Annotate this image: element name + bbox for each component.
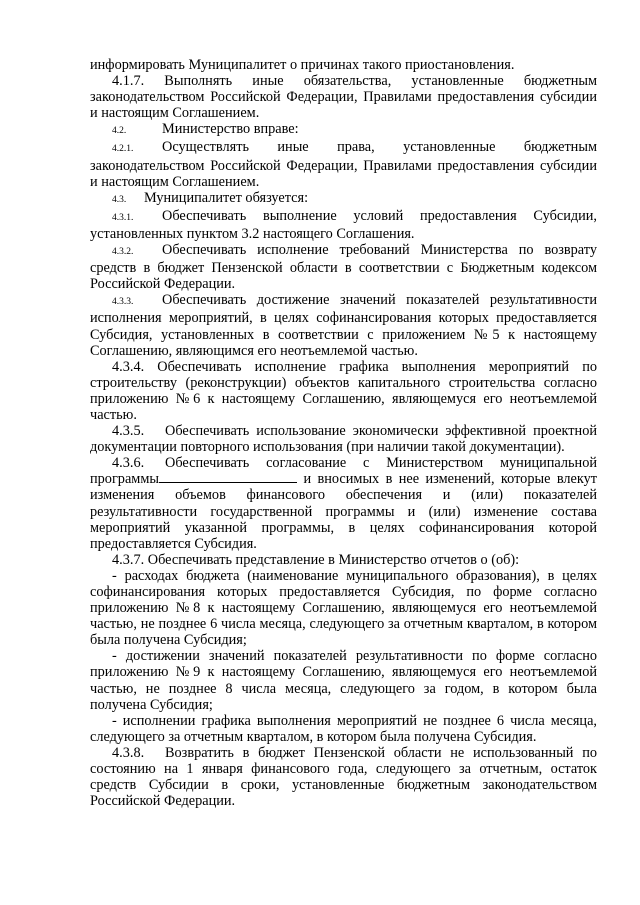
paragraph: 4.3.4. Обеспечивать исполнение графика выполнения мероприятий по строительству (реконструкции) объектов капитального строительства согласно приложению №6 к настоящему Соглашению, являющемуся его неотъемлемой частью.	[90, 358, 597, 423]
clause-number: 4.3.5.	[112, 423, 145, 440]
list-item: - исполнении графика выполнения мероприятий не позднее 6 числа месяца, следующего за отчетным кварталом, в котором была получена Субсидия.	[90, 712, 597, 745]
list-item: - достижении значений показателей результативности по форме согласно приложению №9 к настоящему Соглашению, являющемуся его неотъемлемой частью, не позднее 8 числа месяца, следующего за годом, в котором была получена Субсидия;	[90, 648, 597, 713]
document-page	[90, 57, 597, 809]
paragraph: 4.3.3. Обеспечивать достижение значений показателей результативности исполнения мероприятий, в целях софинансирования которых предоставляется Субсидия, установленных в соответствии с приложением №5 к настоящему Соглашению, являющимся его неотъемлемой частью.	[90, 292, 597, 359]
fill-in-blank	[159, 471, 297, 483]
paragraph: 4.2.1. Осуществлять иные права, установленные бюджетным законодательством Российской Федерации, Правилами предоставления субсидии и настоящим Соглашением.	[90, 139, 597, 190]
paragraph: 4.3.2. Обеспечивать исполнение требований Министерства по возврату средств в бюджет Пензенской области в соответствии с Бюджетным кодексом Российской Федерации.	[90, 242, 597, 293]
paragraph: 4.3.7. Обеспечивать представление в Министерство отчетов о (об):	[112, 551, 520, 568]
paragraph: информировать Муниципалитет о причинах такого приостановления.	[90, 57, 515, 73]
clause-number: 4.3.6.	[112, 455, 145, 472]
paragraph: 4.3. Муниципалитет обязуется:	[90, 190, 597, 208]
paragraph: 4.3.8. Возвратить в бюджет Пензенской области не использованный по состоянию на 1 января финансового года, следующего за отчетным, остаток средств Субсидии в сроки, установленные бюджетным законодательством Российской Федерации.	[90, 744, 597, 810]
paragraph: 4.3.6. Обеспечивать согласование с Министерством муниципальной программы и вносимых в нее изменений, которые влекут изменения объемов финансового обеспечения и (или) показателей результативности государственной программы и (или) изменение состава мероприятий указанной программы, в целях софинансирования которой предоставляется Субсидия.	[90, 455, 598, 552]
paragraph: 4.1.7. Выполнять иные обязательства, установленные бюджетным законодательством Российской Федерации, Правилами предоставления субсидии и настоящим Соглашением.	[90, 73, 597, 122]
clause-number: 4.3.3.	[112, 297, 134, 308]
clause-number: 4.2.1.	[112, 144, 134, 155]
clause-number: 4.3.2.	[112, 247, 134, 258]
list-item: - расходах бюджета (наименование муниципального образования), в целях софинансирования которых предоставляется Субсидия, по форме согласно приложению №8 к настоящему Соглашению, являющемуся его неотъемлемой частью, не позднее 6 числа месяца, следующего за отчетным кварталом, в котором была получена Субсидия;	[90, 567, 597, 649]
paragraph: 4.2. Министерство вправе:	[90, 121, 597, 139]
clause-number: 4.3.	[112, 194, 127, 205]
clause-number: 4.3.1.	[112, 212, 134, 223]
clause-number: 4.2.	[112, 126, 127, 137]
clause-number: 4.3.8.	[112, 744, 145, 761]
paragraph: 4.3.1. Обеспечивать выполнение условий предоставления Субсидии, установленных пунктом 3.2 настоящего Соглашения.	[90, 207, 597, 242]
paragraph: 4.3.5. Обеспечивать использование экономически эффективной проектной документации повторного использования (при наличии такой документации).	[90, 423, 597, 456]
